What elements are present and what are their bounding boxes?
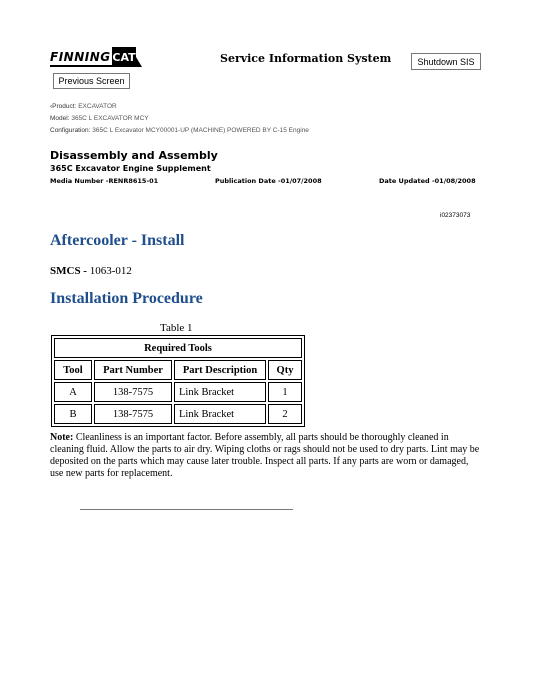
product-line — [50, 103, 117, 110]
configuration-line — [50, 127, 309, 134]
publication-date: Publication Date -01/07/2008 — [215, 177, 322, 185]
smcs-value: 1063-012 — [89, 265, 132, 277]
note-label: Note: — [50, 432, 74, 443]
part-number-cell: 138-7575 — [94, 382, 172, 402]
column-header: Tool — [54, 360, 92, 380]
product-label: Product: — [52, 103, 77, 110]
smcs-label: SMCS - — [50, 265, 87, 277]
model-line — [50, 115, 149, 122]
tool-cell: A — [54, 382, 92, 402]
divider — [80, 509, 293, 510]
system-title: Service Information System — [220, 52, 392, 65]
page-title: Aftercooler - Install — [50, 232, 185, 249]
smcs-code — [50, 265, 132, 277]
part-description-cell: Link Bracket — [174, 382, 266, 402]
qty-cell: 1 — [268, 382, 302, 402]
tool-cell: B — [54, 404, 92, 424]
configuration-value: 365C L Excavator MCY00001-UP (MACHINE) POWERED BY C-15 Engine — [92, 127, 309, 134]
required-tools-table — [51, 335, 305, 427]
previous-screen-button[interactable]: Previous Screen — [53, 73, 130, 89]
model-label: Model: — [50, 115, 70, 122]
document-id: i02373073 — [440, 212, 471, 219]
expand-arrow-icon[interactable]: ‹ — [50, 103, 53, 110]
cleanliness-note — [50, 432, 482, 480]
table-title: Required Tools — [54, 338, 302, 358]
document-heading: Disassembly and Assembly — [50, 149, 218, 162]
document-subheading: 365C Excavator Engine Supplement — [50, 164, 211, 173]
column-header: Part Description — [174, 360, 266, 380]
configuration-label: Configuration: — [50, 127, 91, 134]
cat-logo-mark: CAT — [112, 47, 136, 67]
shutdown-button[interactable]: Shutdown SIS — [411, 53, 481, 70]
finning-cat-logo — [50, 47, 136, 70]
product-value: EXCAVATOR — [78, 103, 117, 110]
date-updated: Date Updated -01/08/2008 — [379, 177, 476, 185]
table-caption: Table 1 — [160, 322, 193, 334]
section-title: Installation Procedure — [50, 290, 203, 307]
media-number: Media Number -RENR8615-01 — [50, 177, 159, 185]
column-header: Part Number — [94, 360, 172, 380]
part-description-cell: Link Bracket — [174, 404, 266, 424]
table-row — [54, 404, 302, 424]
column-header: Qty — [268, 360, 302, 380]
part-number-cell: 138-7575 — [94, 404, 172, 424]
qty-cell: 2 — [268, 404, 302, 424]
table-row — [54, 382, 302, 402]
note-text: Cleanliness is an important factor. Before assembly, all parts should be thoroughly cleaned in cleaning fluid. Allow the parts to air dry. Wiping cloths or rags should not be used to dry parts. Lint may be deposited on the parts which may cause later trouble. Inspect all parts. If any parts are worn or damaged, use new parts for replacement. — [50, 432, 480, 479]
logo-text: FINNING — [50, 47, 112, 67]
model-value: 365C L EXCAVATOR MCY — [71, 115, 149, 122]
